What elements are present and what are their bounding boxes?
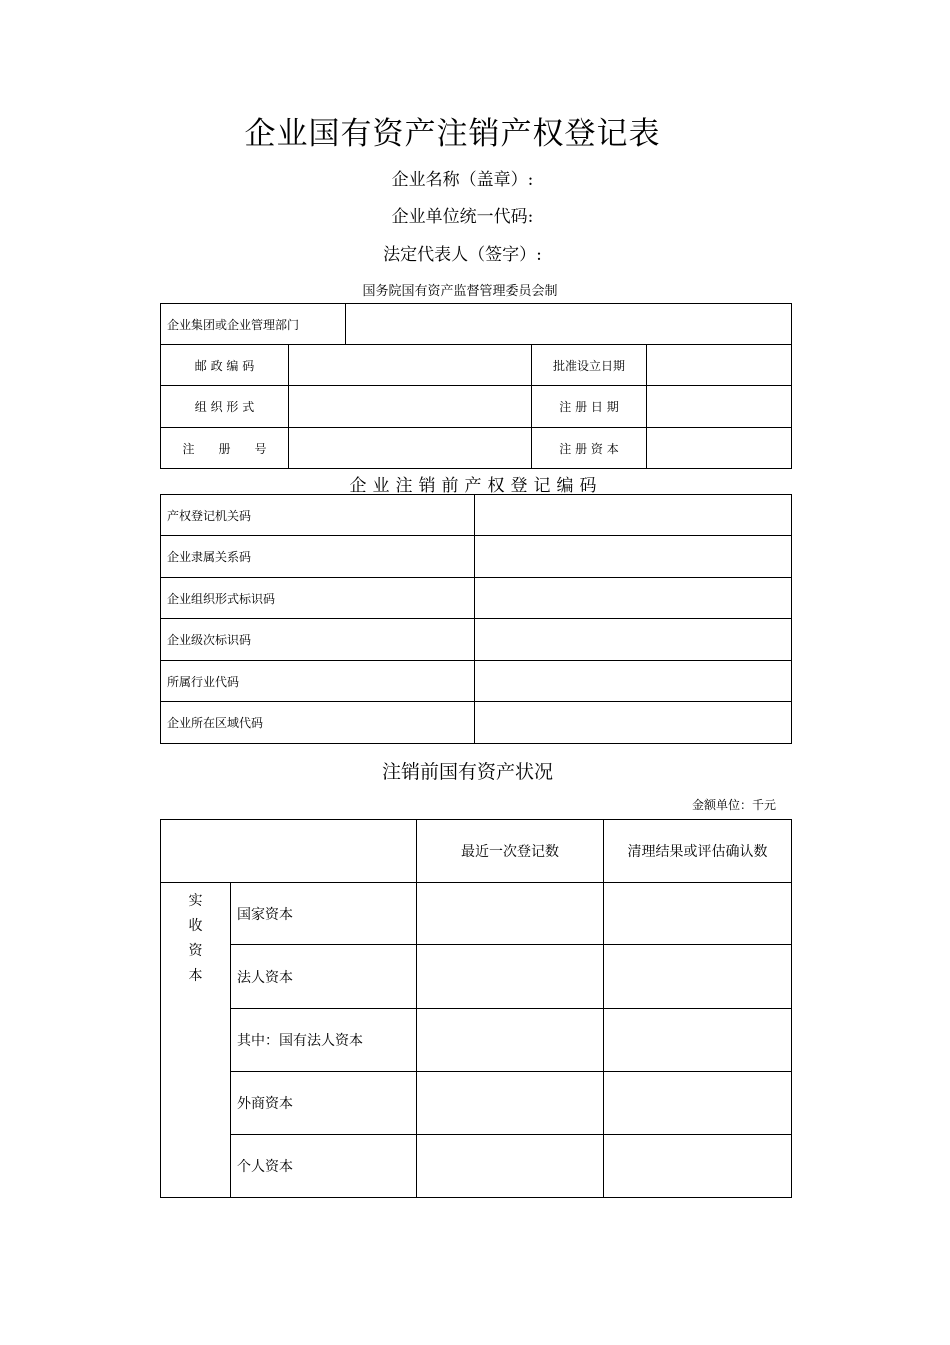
- basic-info-table: [160, 344, 792, 469]
- reg-date-value[interactable]: [647, 386, 792, 428]
- org-form-label: 组 织 形 式: [161, 386, 289, 428]
- code-row-value[interactable]: [475, 536, 792, 578]
- asset-result-value[interactable]: [604, 1135, 792, 1198]
- paid-in-capital-group: [161, 883, 231, 1198]
- amount-unit: 金额单位：千元: [691, 798, 776, 812]
- code-row-value[interactable]: [475, 619, 792, 661]
- asset-recent-value[interactable]: [417, 1072, 604, 1135]
- code-row-label: 企业组织形式标识码: [161, 578, 475, 619]
- reg-date-label: 注 册 日 期: [532, 386, 647, 428]
- issuer-line: 国务院国有资产监督管理委员会制: [362, 284, 558, 299]
- asset-recent-value[interactable]: [417, 945, 604, 1009]
- code-row-label: 产权登记机关码: [161, 495, 475, 536]
- page-title: 企业国有资产注销产权登记表: [244, 116, 661, 152]
- reg-capital-value[interactable]: [647, 428, 792, 469]
- asset-row-label: 法人资本: [231, 945, 417, 1009]
- col-result-header: 清理结果或评估确认数: [604, 820, 792, 883]
- asset-recent-value[interactable]: [417, 1135, 604, 1198]
- code-row-label: 企业所在区域代码: [161, 702, 475, 744]
- asset-row-label: 个人资本: [231, 1135, 417, 1198]
- codes-table: [160, 494, 792, 744]
- asset-recent-value[interactable]: [417, 1009, 604, 1072]
- assets-header-blank: [161, 820, 417, 883]
- reg-no-value[interactable]: [289, 428, 532, 469]
- code-row-label: 企业级次标识码: [161, 619, 475, 661]
- code-row-label: 企业隶属关系码: [161, 536, 475, 578]
- group-dept-label: 企业集团或企业管理部门: [161, 304, 346, 345]
- assets-heading: 注销前国有资产状况: [381, 761, 553, 783]
- legal-rep-field: 法定代表人（签字）:: [383, 245, 542, 265]
- asset-result-value[interactable]: [604, 883, 792, 945]
- postcode-label: 邮 政 编 码: [161, 345, 289, 386]
- code-row-label: 所属行业代码: [161, 661, 475, 702]
- asset-row-label: 外商资本: [231, 1072, 417, 1135]
- group-dept-value[interactable]: [346, 304, 792, 345]
- code-row-value[interactable]: [475, 495, 792, 536]
- col-recent-header: 最近一次登记数: [417, 820, 604, 883]
- codes-heading: 企业注销前产权登记编码: [349, 476, 603, 496]
- asset-recent-value[interactable]: [417, 883, 604, 945]
- asset-result-value[interactable]: [604, 945, 792, 1009]
- approve-date-value[interactable]: [647, 345, 792, 386]
- paid-in-capital-label: 实收资本: [188, 893, 203, 984]
- approve-date-label: 批准设立日期: [532, 345, 647, 386]
- reg-capital-label: 注 册 资 本: [532, 428, 647, 469]
- code-row-value[interactable]: [475, 661, 792, 702]
- postcode-value[interactable]: [289, 345, 532, 386]
- code-row-value[interactable]: [475, 702, 792, 744]
- company-name-field: 企业名称（盖章）:: [391, 170, 534, 190]
- asset-row-label: 其中：国有法人资本: [231, 1009, 417, 1072]
- reg-no-label: 注 册 号: [161, 428, 289, 469]
- asset-result-value[interactable]: [604, 1009, 792, 1072]
- org-form-value[interactable]: [289, 386, 532, 428]
- group-dept-table: [160, 303, 792, 345]
- asset-row-label: 国家资本: [231, 883, 417, 945]
- asset-result-value[interactable]: [604, 1072, 792, 1135]
- assets-table: [160, 819, 792, 1198]
- code-row-value[interactable]: [475, 578, 792, 619]
- unit-code-field: 企业单位统一代码:: [391, 207, 534, 227]
